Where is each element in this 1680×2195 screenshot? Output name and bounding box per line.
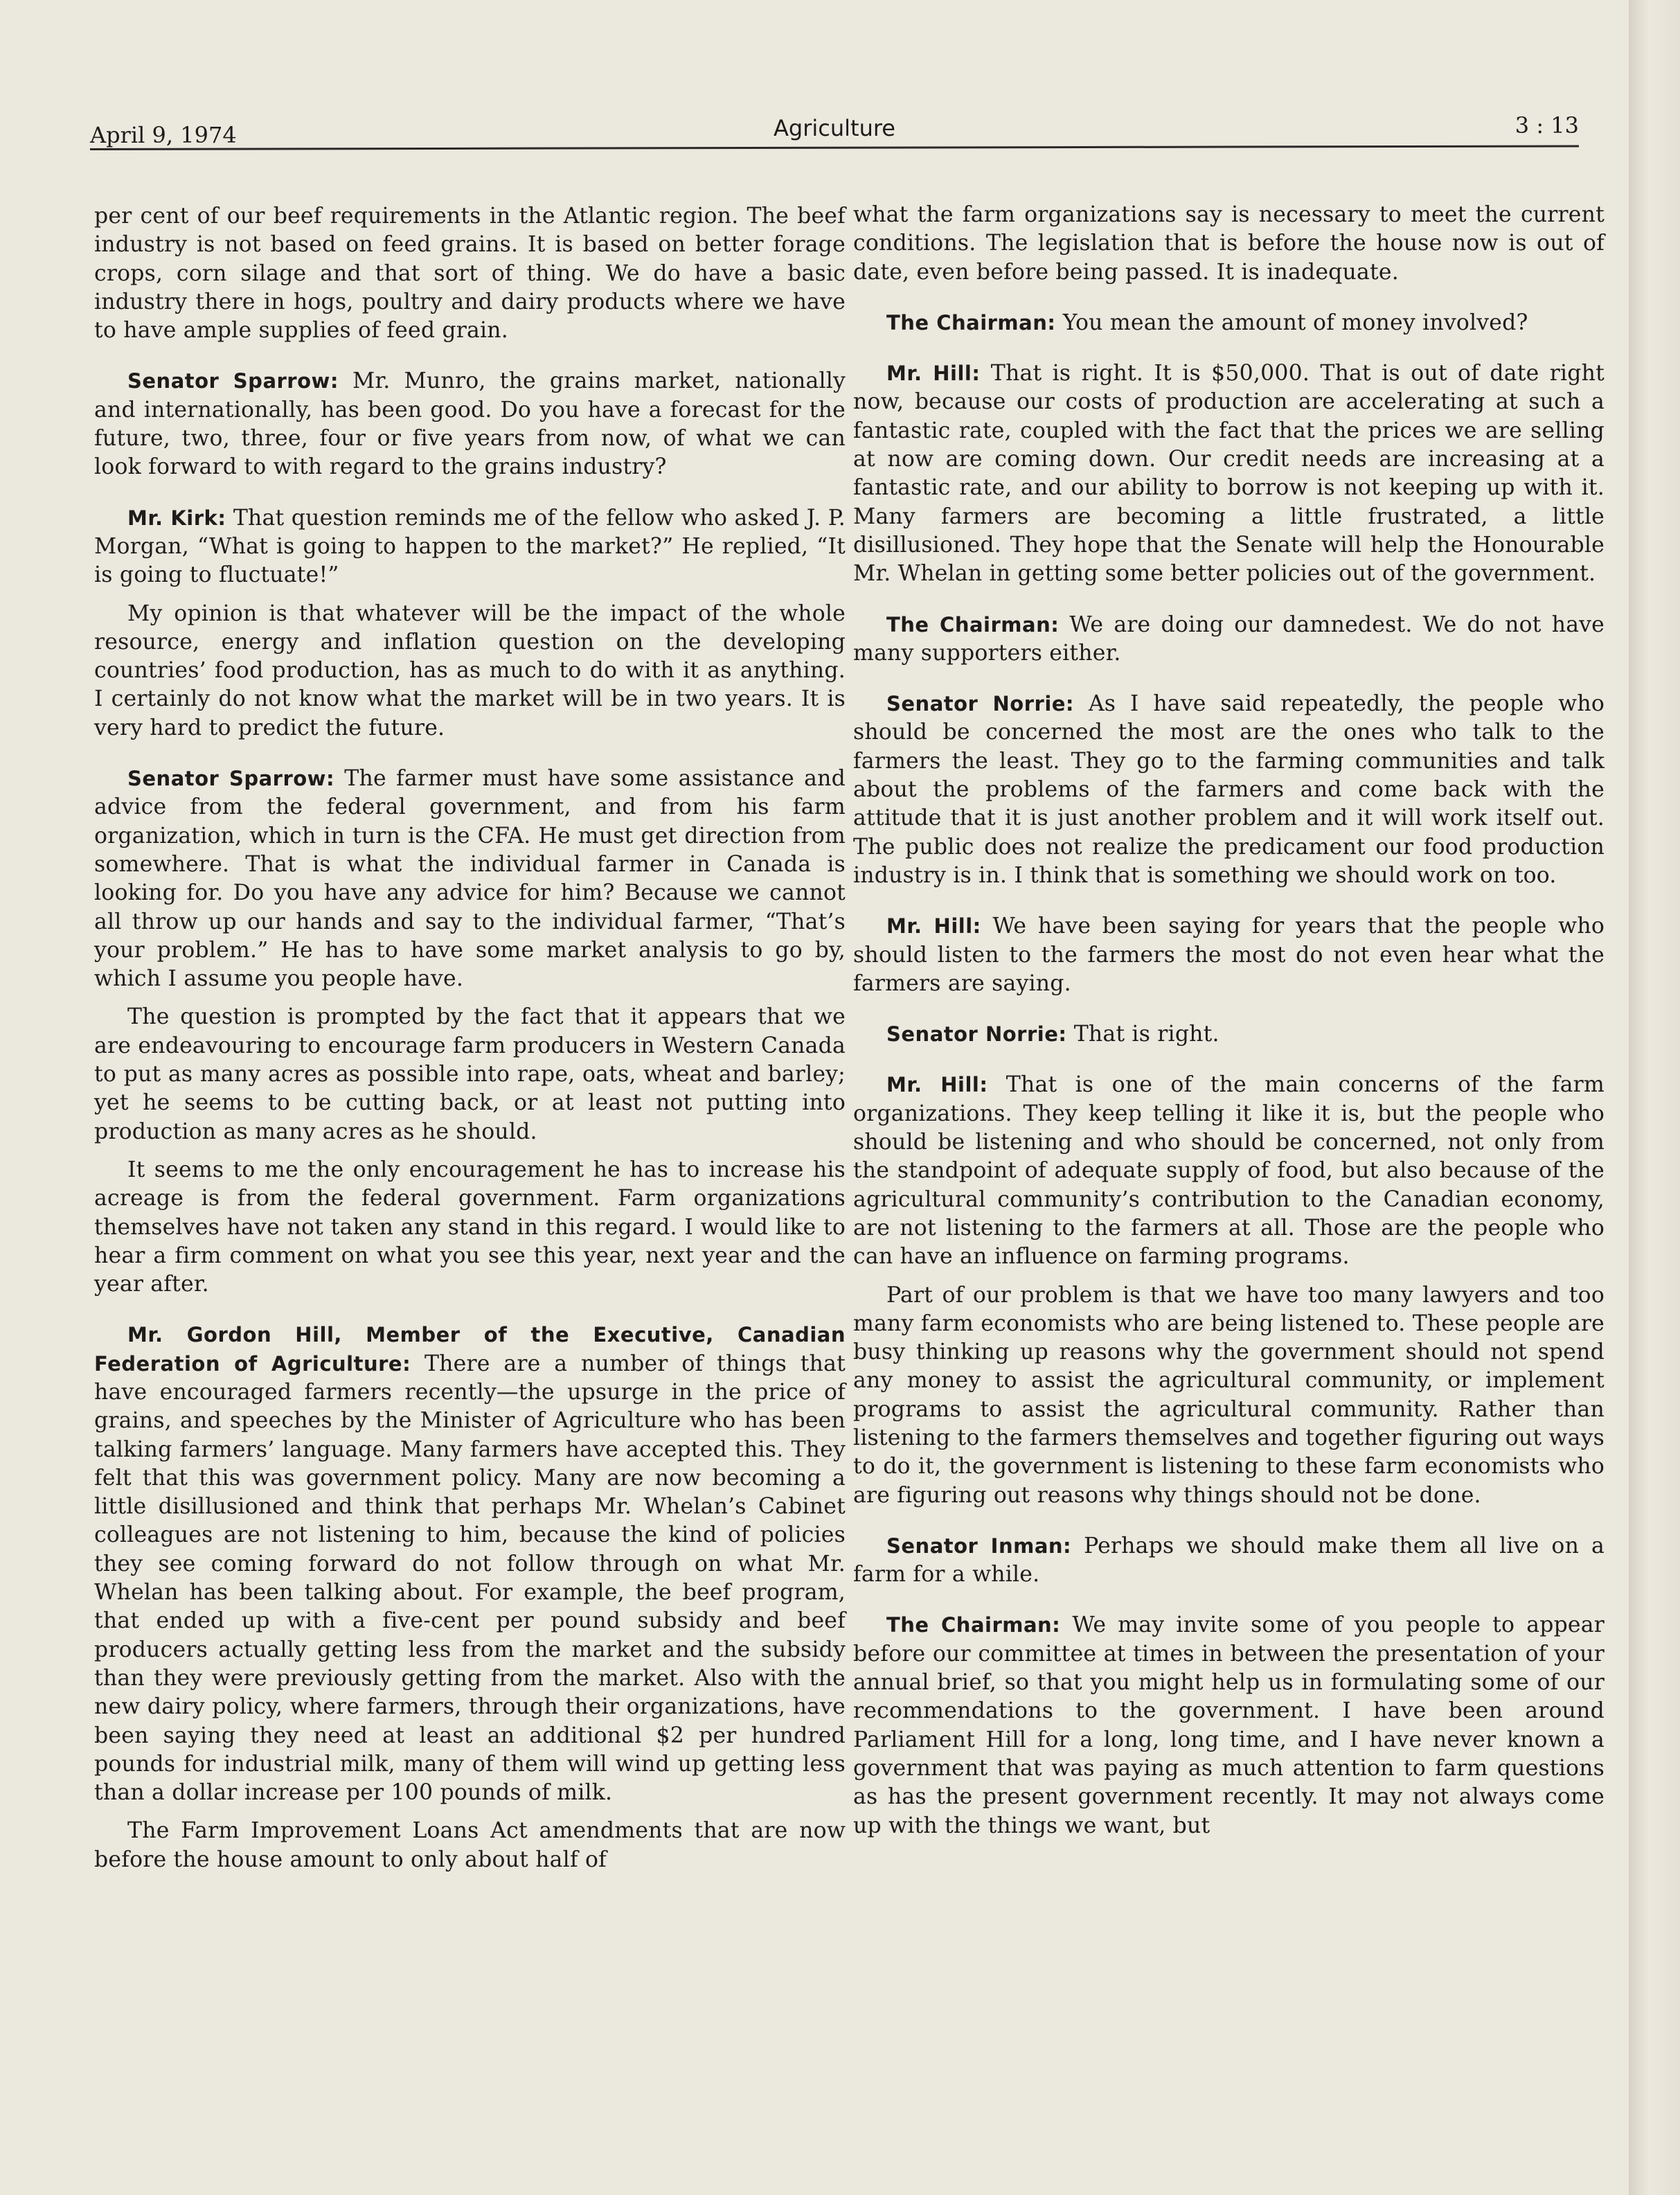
page-edge [1629, 0, 1680, 2195]
speaker-name: Senator Sparrow: [127, 369, 339, 393]
paragraph [94, 1321, 846, 1807]
paragraph-text: We are doing our damnedest. We do not have many supporters either. [853, 612, 1605, 666]
paragraph-text: The Farm Improvement Loans Act amendments that are now before the house amount to only about half of [94, 1818, 846, 1872]
paragraph [853, 309, 1605, 337]
paragraph-text: The farmer must have some assistance and advice from the federal government, and from his farm organization, which in turn is the CFA. He must get direction from somewhere. That is what the individual farmer in Canada is looking for. Do you have any advice for him? Because we cannot all throw up our hands and say to the individual farmer, “That’s your problem.” He has to have some market analysis to go by, which I assume you people have. [94, 766, 846, 992]
paragraph [94, 504, 846, 590]
speaker-name: Mr. Hill: [886, 914, 981, 939]
page-header [90, 112, 1579, 157]
speaker-name: Senator Norrie: [886, 1022, 1067, 1047]
paragraph-text: You mean the amount of money involved? [1062, 310, 1528, 335]
paragraph [853, 611, 1605, 668]
speaker-name: The Chairman: [886, 612, 1060, 637]
left-column [94, 202, 846, 1884]
speaker-name: Senator Norrie: [886, 692, 1075, 716]
speaker-name: Senator Sparrow: [127, 767, 335, 791]
paragraph-text: We have been saying for years that the people who should listen to the farmers the most do not even hear what the farmers are saying. [853, 914, 1605, 996]
paragraph-text: That question reminds me of the fellow who asked J. P. Morgan, “What is going to happen to the market?” He replied, “It is going to fluctuate!” [94, 505, 846, 588]
paragraph [94, 202, 846, 345]
paragraph-text: We may invite some of you people to appear before our committee at times in between the presentation of your annual brief, so that you might help us in formulating some of our recommendations to the government. I have been around Parliament Hill for a long, long time, and I have never known a government that was paying as much attention to farm questions as has the present government recently. It may not always come up with the things we want, but [853, 1612, 1605, 1838]
paragraph [853, 1071, 1605, 1271]
speaker-name: The Chairman: [886, 1613, 1061, 1637]
paragraph-text: That is right. [1073, 1022, 1219, 1047]
paragraph-text: As I have said repeatedly, the people who should be concerned the most are the ones who talk to the farmers the least. They go to the farming communities and talk about the problems of the farmers and come back with the attitude that it is just another problem and it will work itself out. The public does not realize the predicament our food production industry is in. I think that is something we should work on too. [853, 691, 1605, 888]
paragraph [853, 912, 1605, 998]
speaker-name: Mr. Gordon Hill, Member of the Executive, Canadian Federation of Agriculture: [94, 1323, 846, 1376]
speaker-name: The Chairman: [886, 310, 1056, 335]
speaker-name: Mr. Hill: [886, 362, 981, 386]
paragraph-text: There are a number of things that have encouraged farmers recently—the upsurge in the price of grains, and speeches by the Minister of Agriculture who has been talking farmers’ language. Many farmers have accepted this. They felt that this was government policy. Many are now becoming a little disillusioned and think that perhaps Mr. Whelan’s Cabinet colleagues are not listening to him, because the kind of policies they see coming forward do not follow through on what Mr. Whelan has been talking about. For example, the beef program, that ended up with a five-cent per pound subsidy and beef producers actually getting less from the market and the subsidy than they were previously getting from the market. Also with the new dairy policy, where farmers, through their organizations, have been saying they need at least an additional $2 per hundred pounds for industrial milk, many of them will wind up getting less than a dollar increase per 100 pounds of milk. [94, 1351, 846, 1806]
paragraph-text: It seems to me the only encouragement he has to increase his acreage is from the federal government. Farm organizations themselves have not taken any stand in this regard. I would like to hear a firm comment on what you see this year, next year and the year after. [94, 1157, 846, 1297]
paragraph [94, 1003, 846, 1146]
paragraph [853, 1611, 1605, 1840]
paragraph-text: My opinion is that whatever will be the impact of the whole resource, energy and inflation question on the developing countries’ food production, has as much to do with it as anything. I certainly do not know what the market will be in two years. It is very hard to predict the future. [94, 601, 846, 740]
paragraph-text: per cent of our beef requirements in the Atlantic region. The beef industry is not based on feed grains. It is based on better forage crops, corn silage and that sort of thing. We do have a basic industry there in hogs, poultry and dairy products where we have to have ample supplies of feed grain. [94, 204, 846, 344]
paragraph [853, 1020, 1605, 1049]
speaker-name: Senator Inman: [886, 1534, 1072, 1558]
paragraph-text: The question is prompted by the fact that it appears that we are endeavouring to encourage farm producers in Western Canada to put as many acres as possible into rape, oats, wheat and barley; yet he seems to be cutting back, or at least not putting into production as many acres as he should. [94, 1004, 846, 1144]
right-column [853, 201, 1605, 1850]
paragraph [94, 600, 846, 743]
header-page-number: 3 : 13 [1514, 112, 1579, 139]
paragraph-text: Mr. Munro, the grains market, nationally and internationally, has been good. Do you have a forecast for the future, two, three, four or five years from now, of what we can look forward to with regard to the grains industry? [94, 368, 846, 480]
paragraph-text: Perhaps we should make them all live on a farm for a while. [853, 1533, 1605, 1588]
header-title: Agriculture [774, 115, 895, 141]
paragraph-text: Part of our problem is that we have too many lawyers and too many farm economists who are being listened to. These people are busy thinking up reasons why the government should not spend any money to assist the agricultural community, or implement programs to assist the agricultural community. Rather than listening to the farmers themselves and together figuring out ways to do it, the government is listening to these farm economists who are figuring out reasons why things should not be done. [853, 1282, 1605, 1508]
paragraph [853, 359, 1605, 588]
paragraph [94, 367, 846, 481]
paragraph [853, 201, 1605, 287]
speaker-name: Mr. Kirk: [127, 506, 226, 530]
paragraph [94, 1156, 846, 1299]
speaker-name: Mr. Hill: [886, 1073, 988, 1097]
paragraph [853, 1281, 1605, 1510]
paragraph-text: That is one of the main concerns of the farm organizations. They keep telling it like it is, but the people who should be listening and who should be concerned, not only from the standpoint of adequate supply of food, but also because of the agricultural community’s contribution to the Canadian economy, are not listening to the farmers at all. Those are the people who can have an influence on farming programs. [853, 1072, 1605, 1270]
paragraph [853, 690, 1605, 890]
paragraph-text: That is right. It is $50,000. That is out of date right now, because our costs of production are accelerating at such a fantastic rate, coupled with the fact that the prices we are selling at now are coming down. Our credit needs are increasing at a fantastic rate, and our ability to borrow is not keeping up with it. Many farmers are becoming a little frustrated, a little disillusioned. They hope that the Senate will help the Honourable Mr. Whelan in getting some better policies out of the government. [853, 361, 1605, 587]
paragraph-text: what the farm organizations say is necessary to meet the current conditions. The legislation that is before the house now is out of date, even before being passed. It is inadequate. [853, 202, 1605, 285]
paragraph [94, 1817, 846, 1874]
paragraph [94, 765, 846, 993]
header-date: April 9, 1974 [90, 122, 237, 148]
paragraph [853, 1532, 1605, 1590]
